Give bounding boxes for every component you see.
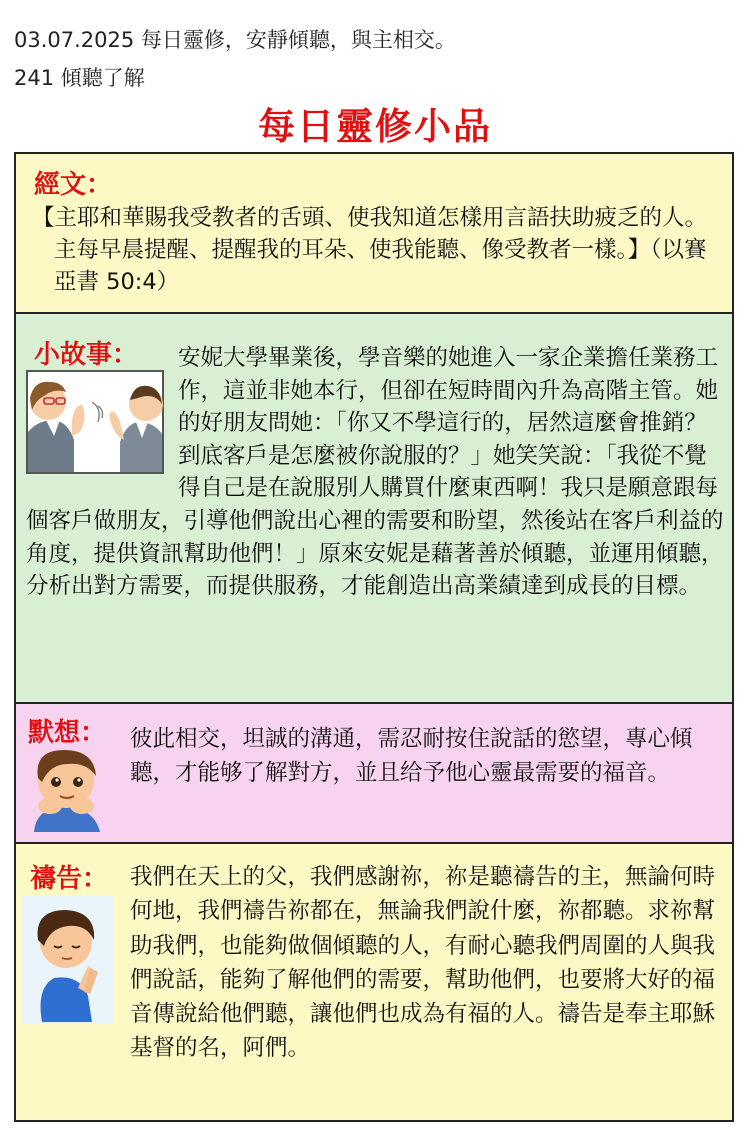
prayer-text: 我們在天上的父，我們感謝祢，祢是聽禱告的主，無論何時何地，我們禱告祢都在，無論我們說什麼，祢都聽。求祢幫助我們，也能夠做個傾聽的人，有耐心聽我們周圍的人與我們說話，能夠了解他們的需要，幫助他們，也要將大好的福音傳說給他們聽，讓他們也成為有福的人。禱告是奉主耶穌基督的名，阿們。 [130, 864, 716, 1062]
meditation-heading: 默想： [28, 718, 107, 748]
story-text [26, 342, 728, 603]
scripture-heading: 經文： [34, 170, 113, 200]
scripture-section [14, 152, 734, 314]
story-text-content: 安妮大學畢業後，學音樂的她進入一家企業擔任業務工作，這並非她本行，但卻在短時間內升為高階主管。她的好朋友問她：「你又不學這行的，居然這麼會推銷？到底客戶是怎麼被你說服的？」她笑笑說：「我從不覺得自己是在說服別人購買什麼東西啊！我只是願意跟每個客戶做朋友，引導他們說出心裡的需要和盼望，然後站在客戶利益的角度，提供資訊幫助他們！」原來安妮是藉著善於傾聽，並運用傾聽，分析出對方需要，而提供服務，才能創造出高業績達到成長的目標。 [26, 345, 724, 600]
meditation-section [14, 704, 734, 844]
story-image-spacer [26, 342, 178, 479]
thinking-boy-icon [24, 742, 112, 838]
meditation-text: 彼此相交，坦誠的溝通，需忍耐按住說話的慾望，專心傾聽，才能够了解對方，並且给予他心靈最需要的福音。 [130, 726, 693, 786]
prayer-heading: 禱告： [30, 864, 109, 894]
story-section [14, 314, 734, 704]
header-topic-line: 241 傾聽了解 [14, 66, 145, 90]
scripture-text: 【主耶和華賜我受教者的舌頭、使我知道怎樣用言語扶助疲乏的人。主每早晨提醒、提醒我的耳朵、使我能聽、像受教者一樣。】（以賽亞書 50:4） [32, 205, 708, 295]
prayer-section [14, 844, 734, 1122]
page-title: 每日靈修小品 [258, 105, 492, 148]
header-date-line: 03.07.2025 每日靈修，安靜傾聽，與主相交。 [14, 28, 456, 52]
praying-boy-icon [22, 896, 114, 1028]
story-heading: 小故事： [34, 340, 139, 370]
